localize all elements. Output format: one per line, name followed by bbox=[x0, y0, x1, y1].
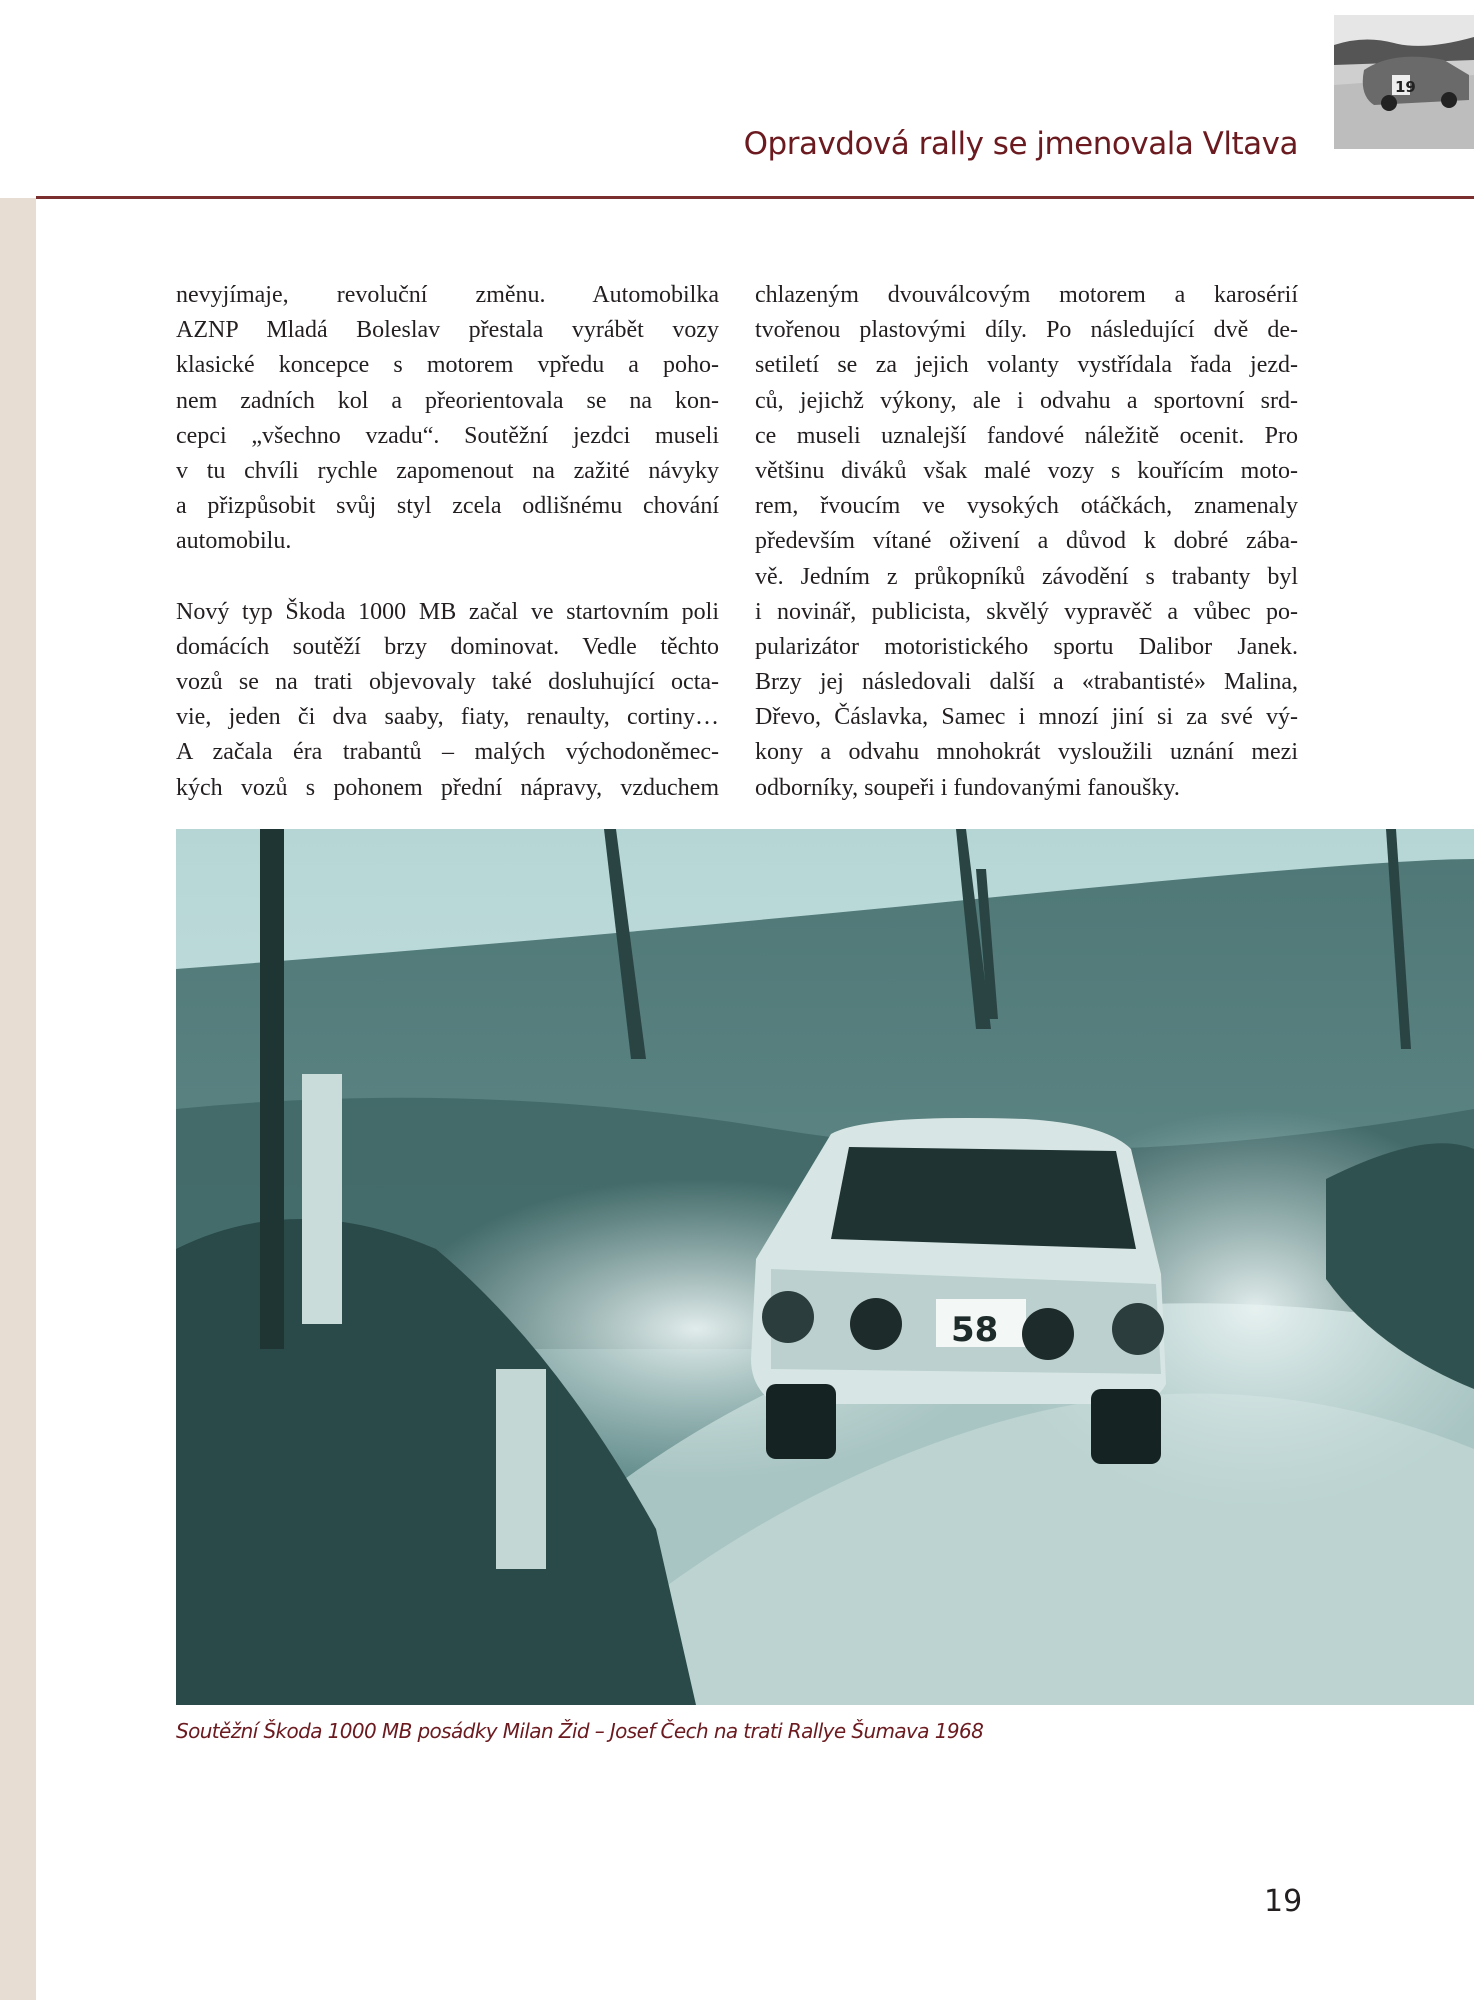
text-line: kých vozů s pohonem přední nápravy, vzduchem bbox=[176, 774, 719, 801]
text-line: rem, řvoucím ve vysokých otáčkách, znamenaly bbox=[755, 493, 1298, 520]
rally-car-photo bbox=[176, 829, 1474, 1705]
text-line: odborníky, soupeři i fundovanými fanoušky. bbox=[755, 774, 1180, 801]
car-number-plate: 58 bbox=[951, 1310, 999, 1350]
text-line: vozů se na trati objevovaly také dosluhující octa- bbox=[176, 669, 719, 696]
text-line: nem zadních kol a přeorientovala se na kon- bbox=[176, 387, 719, 414]
text-line: vě. Jedním z průkopníků závodění s trabanty byl bbox=[755, 563, 1298, 590]
text-line: tvořenou plastovými díly. Po následující dvě de- bbox=[755, 317, 1298, 344]
text-line: A začala éra trabantů – malých východoněmec- bbox=[176, 739, 719, 766]
text-line: vie, jeden či dva saaby, fiaty, renaulty, cortiny… bbox=[176, 704, 719, 731]
text-line: kony a odvahu mnohokrát vysloužili uznání mezi bbox=[755, 739, 1298, 766]
text-line: ců, jejichž výkony, ale i odvahu a sportovní srd- bbox=[755, 387, 1298, 414]
page-header-title: Opravdová rally se jmenovala Vltava bbox=[743, 126, 1298, 162]
text-line: nevyjímaje, revoluční změnu. Automobilka bbox=[176, 282, 719, 308]
header-rule bbox=[36, 196, 1474, 199]
text-line: klasické koncepce s motorem vpředu a poho- bbox=[176, 352, 719, 379]
text-column-left bbox=[176, 278, 719, 806]
left-margin-strip bbox=[0, 198, 36, 2000]
text-line: ce museli uznalejší fandové náležitě ocenit. Pro bbox=[755, 422, 1298, 449]
text-line: Nový typ Škoda 1000 MB začal ve startovním poli bbox=[176, 598, 719, 625]
text-line: chlazeným dvouválcovým motorem a karosérií bbox=[755, 282, 1298, 308]
text-line: AZNP Mladá Boleslav přestala vyrábět vozy bbox=[176, 317, 719, 344]
text-line: automobilu. bbox=[176, 528, 292, 555]
text-line: cepci „všechno vzadu“. Soutěžní jezdci museli bbox=[176, 422, 719, 449]
header-thumbnail-photo bbox=[1334, 15, 1474, 149]
text-line: většinu diváků však malé vozy s kouřícím moto- bbox=[755, 457, 1298, 484]
text-line: především vítané oživení a důvod k dobré zába- bbox=[755, 528, 1298, 555]
text-line: setiletí se za jejich volanty vystřídala řada jezd- bbox=[755, 352, 1298, 379]
text-line: i novinář, publicista, skvělý vypravěč a vůbec po- bbox=[755, 598, 1298, 625]
text-line: a přizpůsobit svůj styl zcela odlišnému chování bbox=[176, 493, 719, 520]
text-line: pularizátor motoristického sportu Dalibor Janek. bbox=[755, 633, 1298, 660]
text-line: Dřevo, Čáslavka, Samec i mnozí jiní si za své vý- bbox=[755, 704, 1298, 731]
text-line: v tu chvíli rychle zapomenout na zažité návyky bbox=[176, 457, 719, 484]
text-column-right bbox=[755, 278, 1298, 806]
photo-caption: Soutěžní Škoda 1000 MB posádky Milan Žid – Josef Čech na trati Rallye Šumava 1968 bbox=[176, 1719, 984, 1743]
page-number: 19 bbox=[1264, 1884, 1303, 1919]
text-line: Brzy jej následovali další a «trabantisté» Malina, bbox=[755, 669, 1298, 696]
text-line: domácích soutěží brzy dominovat. Vedle těchto bbox=[176, 633, 719, 660]
thumbnail-car-number: 19 bbox=[1395, 78, 1416, 96]
